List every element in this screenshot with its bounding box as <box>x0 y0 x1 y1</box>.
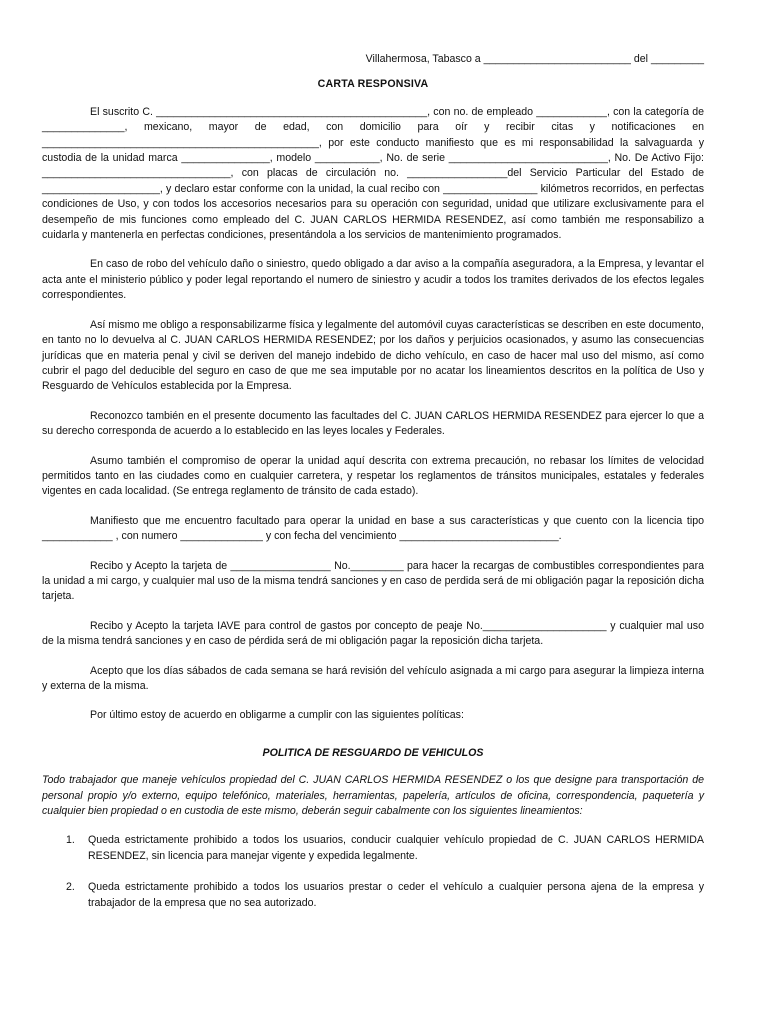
document-title: CARTA RESPONSIVA <box>317 78 429 91</box>
list-item-number: 2. <box>66 881 75 894</box>
paragraph-fuel-card: Recibo y Acepto la tarjeta de _________________ No._________ para hacer la recargas de combustibles correspondientes para la unidad a mi cargo, y cualquier mal uso de la misma tendrá sanciones y en caso de perdida será de mi obligación pagar la reposición dicha tarjeta. <box>42 559 704 603</box>
list-item-text: Queda estrictamente prohibido a todos los usuarios prestar o ceder el vehículo a cualquier persona ajena de la empresa y trabajador de la empresa que no sea autorizado. <box>88 881 704 909</box>
policy-list <box>42 833 704 911</box>
paragraph-legal-responsibility: Así mismo me obligo a responsabilizarme física y legalmente del automóvil cuyas características se describen en este documento, en tanto no lo devuelva al C. JUAN CARLOS HERMIDA RESENDEZ; por los daños y perjuicios ocasionados, y asumo las consecuencias jurídicas que en materia penal y civil se deriven del manejo indebido de dicho vehículo, en caso de hacer mal uso del mismo, así como cubrir el pago del deducible del seguro en caso de que me sea imputable por no acatar los lineamientos descritos en la política de Uso y Resguardo de Vehículos establecida por la Empresa. <box>42 318 704 393</box>
paragraph-saturday-review: Acepto que los días sábados de cada semana se hará revisión del vehículo asignada a mi cargo para asegurar la limpieza interna y externa de la misma. <box>42 664 704 692</box>
policy-intro: Todo trabajador que maneje vehículos propiedad del C. JUAN CARLOS HERMIDA RESENDEZ o los que designe para transportación de personal propio y/o externo, equipo telefónico, materiales, herramientas, papelería, artículos de oficina, correspondencia, paquetería y cualquier bien propiedad o en custodia de este mismo, deberán seguir cabalmente con los siguientes lineamientos: <box>42 774 704 818</box>
list-item-text: Queda estrictamente prohibido a todos los usuarios, conducir cualquier vehículo propiedad de C. JUAN CARLOS HERMIDA RESENDEZ, sin licencia para manejar vigente y expedida legalmente. <box>88 834 704 862</box>
policy-title: POLITICA DE RESGUARDO DE VEHICULOS <box>262 746 484 759</box>
paragraph-faculties: Reconozco también en el presente documento las facultades del C. JUAN CARLOS HERMIDA RESENDEZ para ejercer lo que a su derecho corresponda de acuerdo a lo establecido en las leyes locales y Federales. <box>42 409 704 438</box>
list-item-number: 1. <box>66 834 75 847</box>
list-item <box>42 833 704 864</box>
paragraph-policies-intro: Por último estoy de acuerdo en obligarme a cumplir con las siguientes políticas: <box>90 709 464 722</box>
paragraph-driving-caution: Asumo también el compromiso de operar la unidad aquí descrita con extrema precaución, no rebasar los límites de velocidad permitidos tanto en las ciudades como en cualquier carretera, y respetar los reglamentos de tránsitos municipales, estatales y federales vigentes en cada localidad. (Se entrega reglamento de tránsito de cada estado). <box>42 454 704 498</box>
paragraph-license: Manifiesto que me encuentro facultado para operar la unidad en base a sus características y que cuento con la licencia tipo ____________ , con numero ______________ y con fecha del vencimiento ___________________________. <box>42 514 704 543</box>
paragraph-iave-card: Recibo y Acepto la tarjeta IAVE para control de gastos por concepto de peaje No._____________________ y cualquier mal uso de la misma tendrá sanciones y en caso de pérdida será de mi obligación pagar la reposición dicha tarjeta. <box>42 619 704 648</box>
dateline: Villahermosa, Tabasco a _________________________ del _________ <box>365 53 704 65</box>
paragraph-employee-details: El suscrito C. ______________________________________________, con no. de empleado ____________, con la categoría de ______________, mexicano, mayor de edad, con domicilio para oír y recibir citas y notificaciones en _______________________________________________, por este conducto manifiesto que es mi responsabilidad la salvaguarda y custodia de la unidad marca _______________, modelo ___________, No. de serie ___________________________, No. De Activo Fijo: ________________________________, con placas de circulación no. _________________del Servicio Particular del Estado de ____________________, y declaro estar conforme con la unidad, la cual recibo con ________________ kilómetros recorridos, en perfectas condiciones de Uso, y con todos los accesorios necesarios para su operación con seguridad, unidad que utilizare exclusivamente para el desempeño de mis funciones como empleado del C. JUAN CARLOS HERMIDA RESENDEZ, así como también me responsabilizo a cuidarla y mantenerla en perfectas condiciones, presentándola a los servicios de mantenimiento programados. <box>42 105 704 242</box>
paragraph-theft-damage: En caso de robo del vehículo daño o siniestro, quedo obligado a dar aviso a la compañía aseguradora, a la Empresa, y levantar el acta ante el ministerio público y poder legal reportando el numero de siniestro y acudir a todos los tramites derivados de los efectos legales correspondientes. <box>42 258 704 302</box>
list-item <box>42 880 704 911</box>
